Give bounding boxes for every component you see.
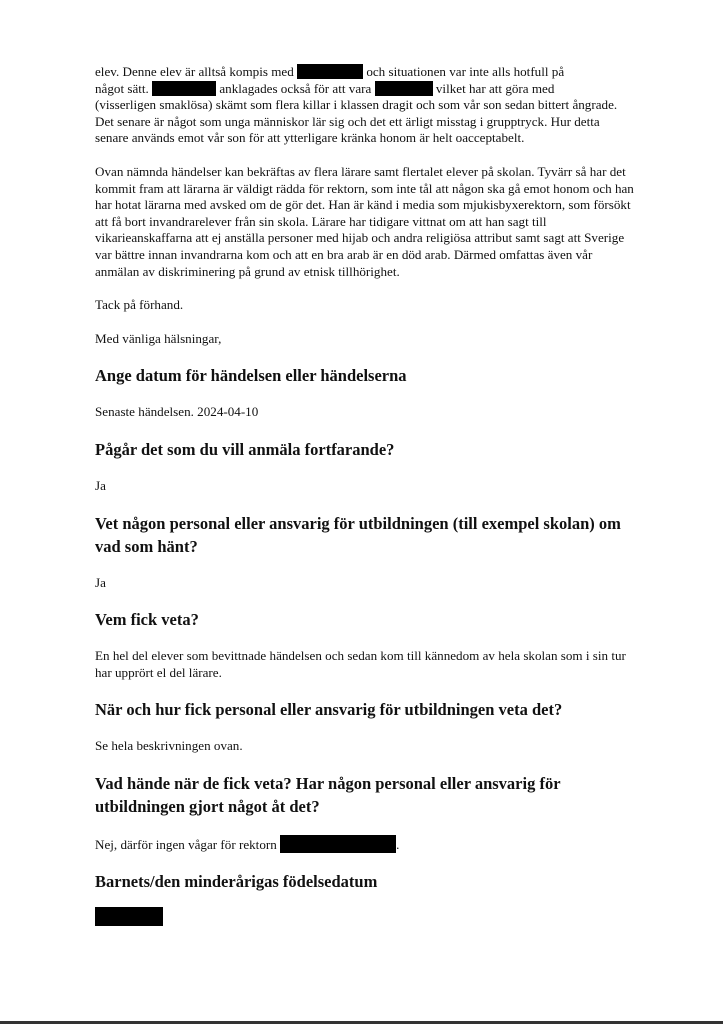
paragraph-confirmation: Ovan nämnda händelser kan bekräftas av flera lärare samt flertalet elever på skolan. Tyvärr så har det kommit fram att lärarna är väldigt rädda för rektorn, som inte tål att någon ska gå emot honom och han har hotat lärarna med avsked om de gör det. Han är känd i media som mjukisbyxerektorn, som försökt att få bort invandrarelever från sin skola. Lärare har tidigare vittnat om att han sagt till vikarieanskaffarna att ej anställa personer med hijab och andra religiösa attribut samt sagt att Sverige var bättre innan invandrarna kom och att en bra arab är en död arab. Därmed omfattas även vår anmälan av diskriminering på grund av etnisk tillhörighet. — [95, 163, 634, 279]
redaction-box — [297, 64, 363, 79]
answer-when-how: Se hela beskrivningen ovan. — [95, 738, 243, 754]
redaction-box — [152, 81, 216, 96]
answer-staff-knows: Ja — [95, 574, 106, 590]
text-fragment: (visserligen smaklösa) skämt som flera killar i klassen dragit och som vår son sedan bittert ångrade. Det senare är något som unga människor lär sig och det ett ärligt misstag i grupptryck. Hur detta senare används emot vår son för att ytterligare kränka honom är helt oacceptabelt. — [95, 97, 618, 146]
redaction-box — [280, 835, 396, 853]
text-fragment: vilket har att göra med — [432, 80, 555, 96]
redaction-box — [95, 907, 163, 926]
text-fragment: något sätt. — [95, 80, 153, 96]
document-page — [95, 64, 635, 926]
heading-birthdate: Barnets/den minderårigas födelsedatum — [95, 872, 378, 892]
heading-ongoing: Pågår det som du vill anmäla fortfarande? — [95, 439, 395, 459]
answer-ongoing: Ja — [95, 477, 106, 493]
text-fragment: och situationen var inte alls hotfull på — [363, 64, 565, 79]
heading-staff-knows: Vet någon personal eller ansvarig för utbildningen (till exempel skolan) om vad som hänt? — [95, 513, 621, 556]
text-fragment: Nej, därför ingen vågar för rektorn — [95, 836, 281, 852]
heading-date: Ange datum för händelsen eller händelserna — [95, 366, 407, 386]
answer-what-happened — [95, 835, 635, 854]
thanks-line: Tack på förhand. — [95, 297, 184, 313]
heading-who-knew: Vem fick veta? — [95, 610, 199, 630]
redaction-box — [375, 81, 433, 96]
text-fragment: elev. Denne elev är alltså kompis med — [95, 64, 298, 79]
text-fragment: anklagades också för att vara — [216, 80, 375, 96]
answer-date: Senaste händelsen. 2024-04-10 — [95, 404, 259, 420]
heading-when-how: När och hur fick personal eller ansvarig för utbildningen veta det? — [95, 700, 563, 720]
paragraph-incident-description — [95, 64, 635, 147]
heading-what-happened: Vad hände när de fick veta? Har någon personal eller ansvarig för utbildningen gjort något åt det? — [95, 773, 561, 816]
closing-line: Med vänliga hälsningar, — [95, 330, 222, 346]
text-fragment: . — [396, 836, 400, 852]
answer-who-knew: En hel del elever som bevittnade händelsen och sedan kom till kännedom av hela skolan som i sin tur har upprört el del lärare. — [95, 648, 626, 680]
